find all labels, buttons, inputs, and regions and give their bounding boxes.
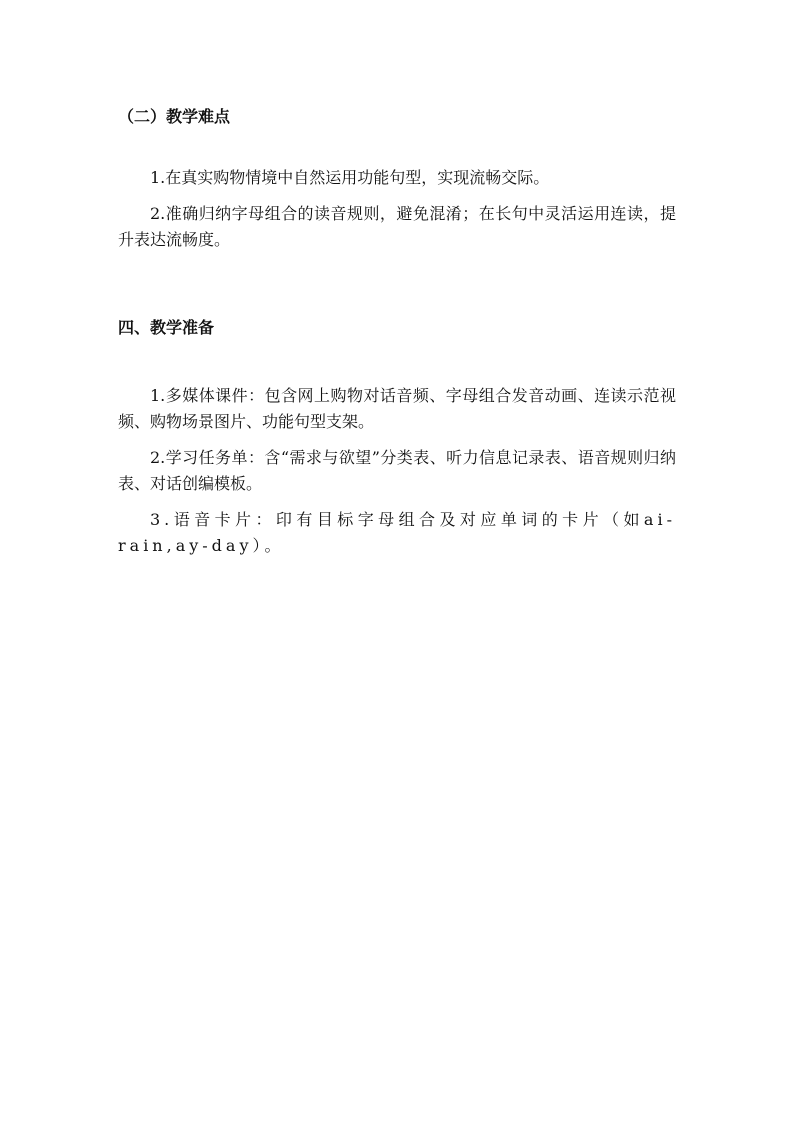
preparation-item-3: 3.语音卡片：印有目标字母组合及对应单词的卡片（如ai-rain,ay-day）。 [118,510,676,555]
difficulty-item-2: 2.准确归纳字母组合的读音规则，避免混淆；在长句中灵活运用连读，提升表达流畅度。 [118,204,676,249]
preparation-item-1: 1.多媒体课件：包含网上购物对话音频、字母组合发音动画、连读示范视频、购物场景图片、功能句型支架。 [118,386,676,431]
section-heading-difficulties: （二）教学难点 [118,107,231,126]
difficulty-item-1: 1.在真实购物情境中自然运用功能句型，实现流畅交际。 [150,168,550,187]
preparation-list [118,383,676,559]
preparation-item-2: 2.学习任务单：含“需求与欲望”分类表、听力信息记录表、语音规则归纳表、对话创编模板。 [118,448,676,493]
difficulties-list [118,165,676,253]
section-heading-preparation: 四、教学准备 [118,318,215,337]
